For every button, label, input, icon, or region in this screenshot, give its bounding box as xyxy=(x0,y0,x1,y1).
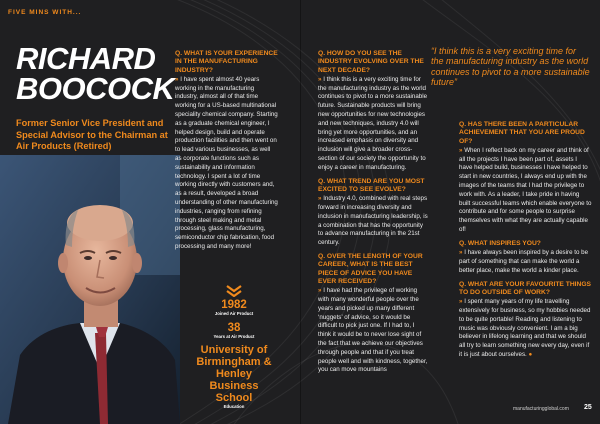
answer-body: When I reflect back on my career and think of all the projects I have been part of, assets I have helped build, businesses I have helped to start in new countries, I always end up with the images of the teams that I had the privilege to work with. As a leader, I take pride in having built successful teams which enable everyone to contribute and for some people to surprise themselves with what they are actually capable of! xyxy=(459,146,592,234)
answer-marker: » xyxy=(175,75,179,83)
fact-year-label: Joined Air Product xyxy=(214,311,254,316)
answer-text xyxy=(459,249,592,275)
fact-year: 1982 xyxy=(221,299,247,311)
footer-site[interactable]: manufacturingglobal.com xyxy=(513,406,569,412)
answer-marker: » xyxy=(318,195,322,203)
answer-text xyxy=(318,287,428,375)
profile-last-name: BOOCOCK xyxy=(16,71,175,106)
answer-body: I think this is a very exciting time for the manufacturing industry as the world continues to pivot to a more sustainable future. Sustainable products will bring new opportunities for new technologies and new techniques, industry 4.0 will bring yet more opportunities, and an increased emphasis on diversity and inclusion will give a broader cross-section of our society the opportunity to enjoy a career in manufacturing. xyxy=(318,75,428,171)
profile-role: Former Senior Vice President and Special Advisor to the Chairman at Air Products (Retired) xyxy=(16,118,168,151)
end-mark: ● xyxy=(528,350,533,358)
answer-body: Industry 4.0, combined with real steps forward in increasing diversity and inclusion in manufacturing leadership, is a combination that has the opportunity to advance manufacturing in the 21st century. xyxy=(318,195,428,247)
qa-column-3 xyxy=(459,121,592,360)
answer-body: I spent many years of my life travelling extensively for business, so my hobbies needed to be quite portable! Reading and listening to music was obviously convenient. I am a big believer in lifelong learning and that we should all try to learn something new every day, even if it is just about ourselves. xyxy=(459,298,591,358)
question-text: WHAT IS YOUR EXPERIENCE IN THE MANUFACTURING INDUSTRY? xyxy=(175,50,278,74)
section-kicker: FIVE MINS WITH... xyxy=(8,9,82,16)
answer-body: I have always been inspired by a desire to be part of something that can make the world a better place, make the world a kinder place. xyxy=(459,249,589,274)
fact-education: University of Birmingham & Henley Business School xyxy=(196,344,272,404)
question-text: OVER THE LENGTH OF YOUR CAREER, WHAT IS THE BEST PIECE OF ADVICE YOU HAVE EVER RECEIVED? xyxy=(318,253,423,285)
qa-column-1 xyxy=(175,50,278,252)
question-heading xyxy=(459,240,592,248)
answer-body: I have spent almost 40 years working in the manufacturing industry, almost all of that time working for a US-based multinational speciality chemical company. Starting as a graduate chemical engineer, I helped design, build and operate production facilities and then went on to lead various businesses, as well as corporate functions such as sustainability and information technology. I spent a lot of time working directly with customers and, as a result, developed a broad understanding of other manufacturing industries, ranging from refining through steel making and metal processing, glass manufacturing, semiconductor chip fabrication, food processing and many more! xyxy=(175,75,278,251)
answer-marker: » xyxy=(459,146,463,154)
fact-years-label: Years at Air Product xyxy=(213,334,255,339)
answer-marker: » xyxy=(459,298,463,306)
question-marker: Q. xyxy=(459,239,467,247)
answer-text xyxy=(318,195,428,248)
question-text: WHAT ARE YOUR FAVOURITE THINGS TO DO OUTSIDE OF WORK? xyxy=(459,280,592,296)
question-heading xyxy=(459,281,592,298)
question-text: WHAT TREND ARE YOU MOST EXCITED TO SEE EVOLVE? xyxy=(318,177,425,193)
question-heading xyxy=(175,50,278,75)
question-marker: Q. xyxy=(459,121,467,128)
portrait-illustration xyxy=(0,155,180,424)
key-facts-panel xyxy=(196,285,272,410)
answer-text xyxy=(459,147,592,235)
question-text: HAS THERE BEEN A PARTICULAR ACHIEVEMENT THAT YOU ARE PROUD OF? xyxy=(459,121,585,145)
answer-text xyxy=(318,76,428,173)
answer-body: I have had the privilege of working with many wonderful people over the years and picked up many different ‘nuggets’ of advice, so it would be difficult to pick just one. If I had to, I think it would be to never lose sight of the fact that we achieve our objectives through people and that if you treat people well and with kindness, together, you can move mountains xyxy=(318,287,428,374)
chevron-down-icon xyxy=(226,285,242,297)
question-heading xyxy=(318,50,428,75)
fact-education-label: Education xyxy=(223,404,245,409)
portrait-photo xyxy=(0,155,180,424)
answer-text xyxy=(459,298,592,360)
profile-first-name: RICHARD xyxy=(16,41,156,76)
answer-text xyxy=(175,76,278,252)
qa-column-2 xyxy=(318,50,428,375)
question-heading xyxy=(318,253,428,286)
question-heading xyxy=(459,121,592,146)
question-text: WHAT INSPIRES YOU? xyxy=(467,239,541,247)
profile-name xyxy=(16,41,175,106)
page-fold xyxy=(300,0,301,424)
answer-marker: » xyxy=(318,287,322,295)
question-marker: Q. xyxy=(318,177,326,185)
question-text: HOW DO YOU SEE THE INDUSTRY EVOLVING OVER THE NEXT DECADE? xyxy=(318,50,424,74)
pull-quote: “I think this is a very exciting time for the manufacturing industry as the world continues to pivot to a more sustainable future” xyxy=(431,46,590,88)
answer-marker: » xyxy=(318,75,322,83)
question-marker: Q. xyxy=(459,280,467,288)
question-marker: Q. xyxy=(318,50,326,57)
question-marker: Q. xyxy=(318,253,326,261)
question-heading xyxy=(318,178,428,195)
fact-years: 38 xyxy=(227,322,241,334)
answer-marker: » xyxy=(459,249,463,257)
page-number: 25 xyxy=(584,404,592,411)
question-marker: Q. xyxy=(175,50,183,57)
